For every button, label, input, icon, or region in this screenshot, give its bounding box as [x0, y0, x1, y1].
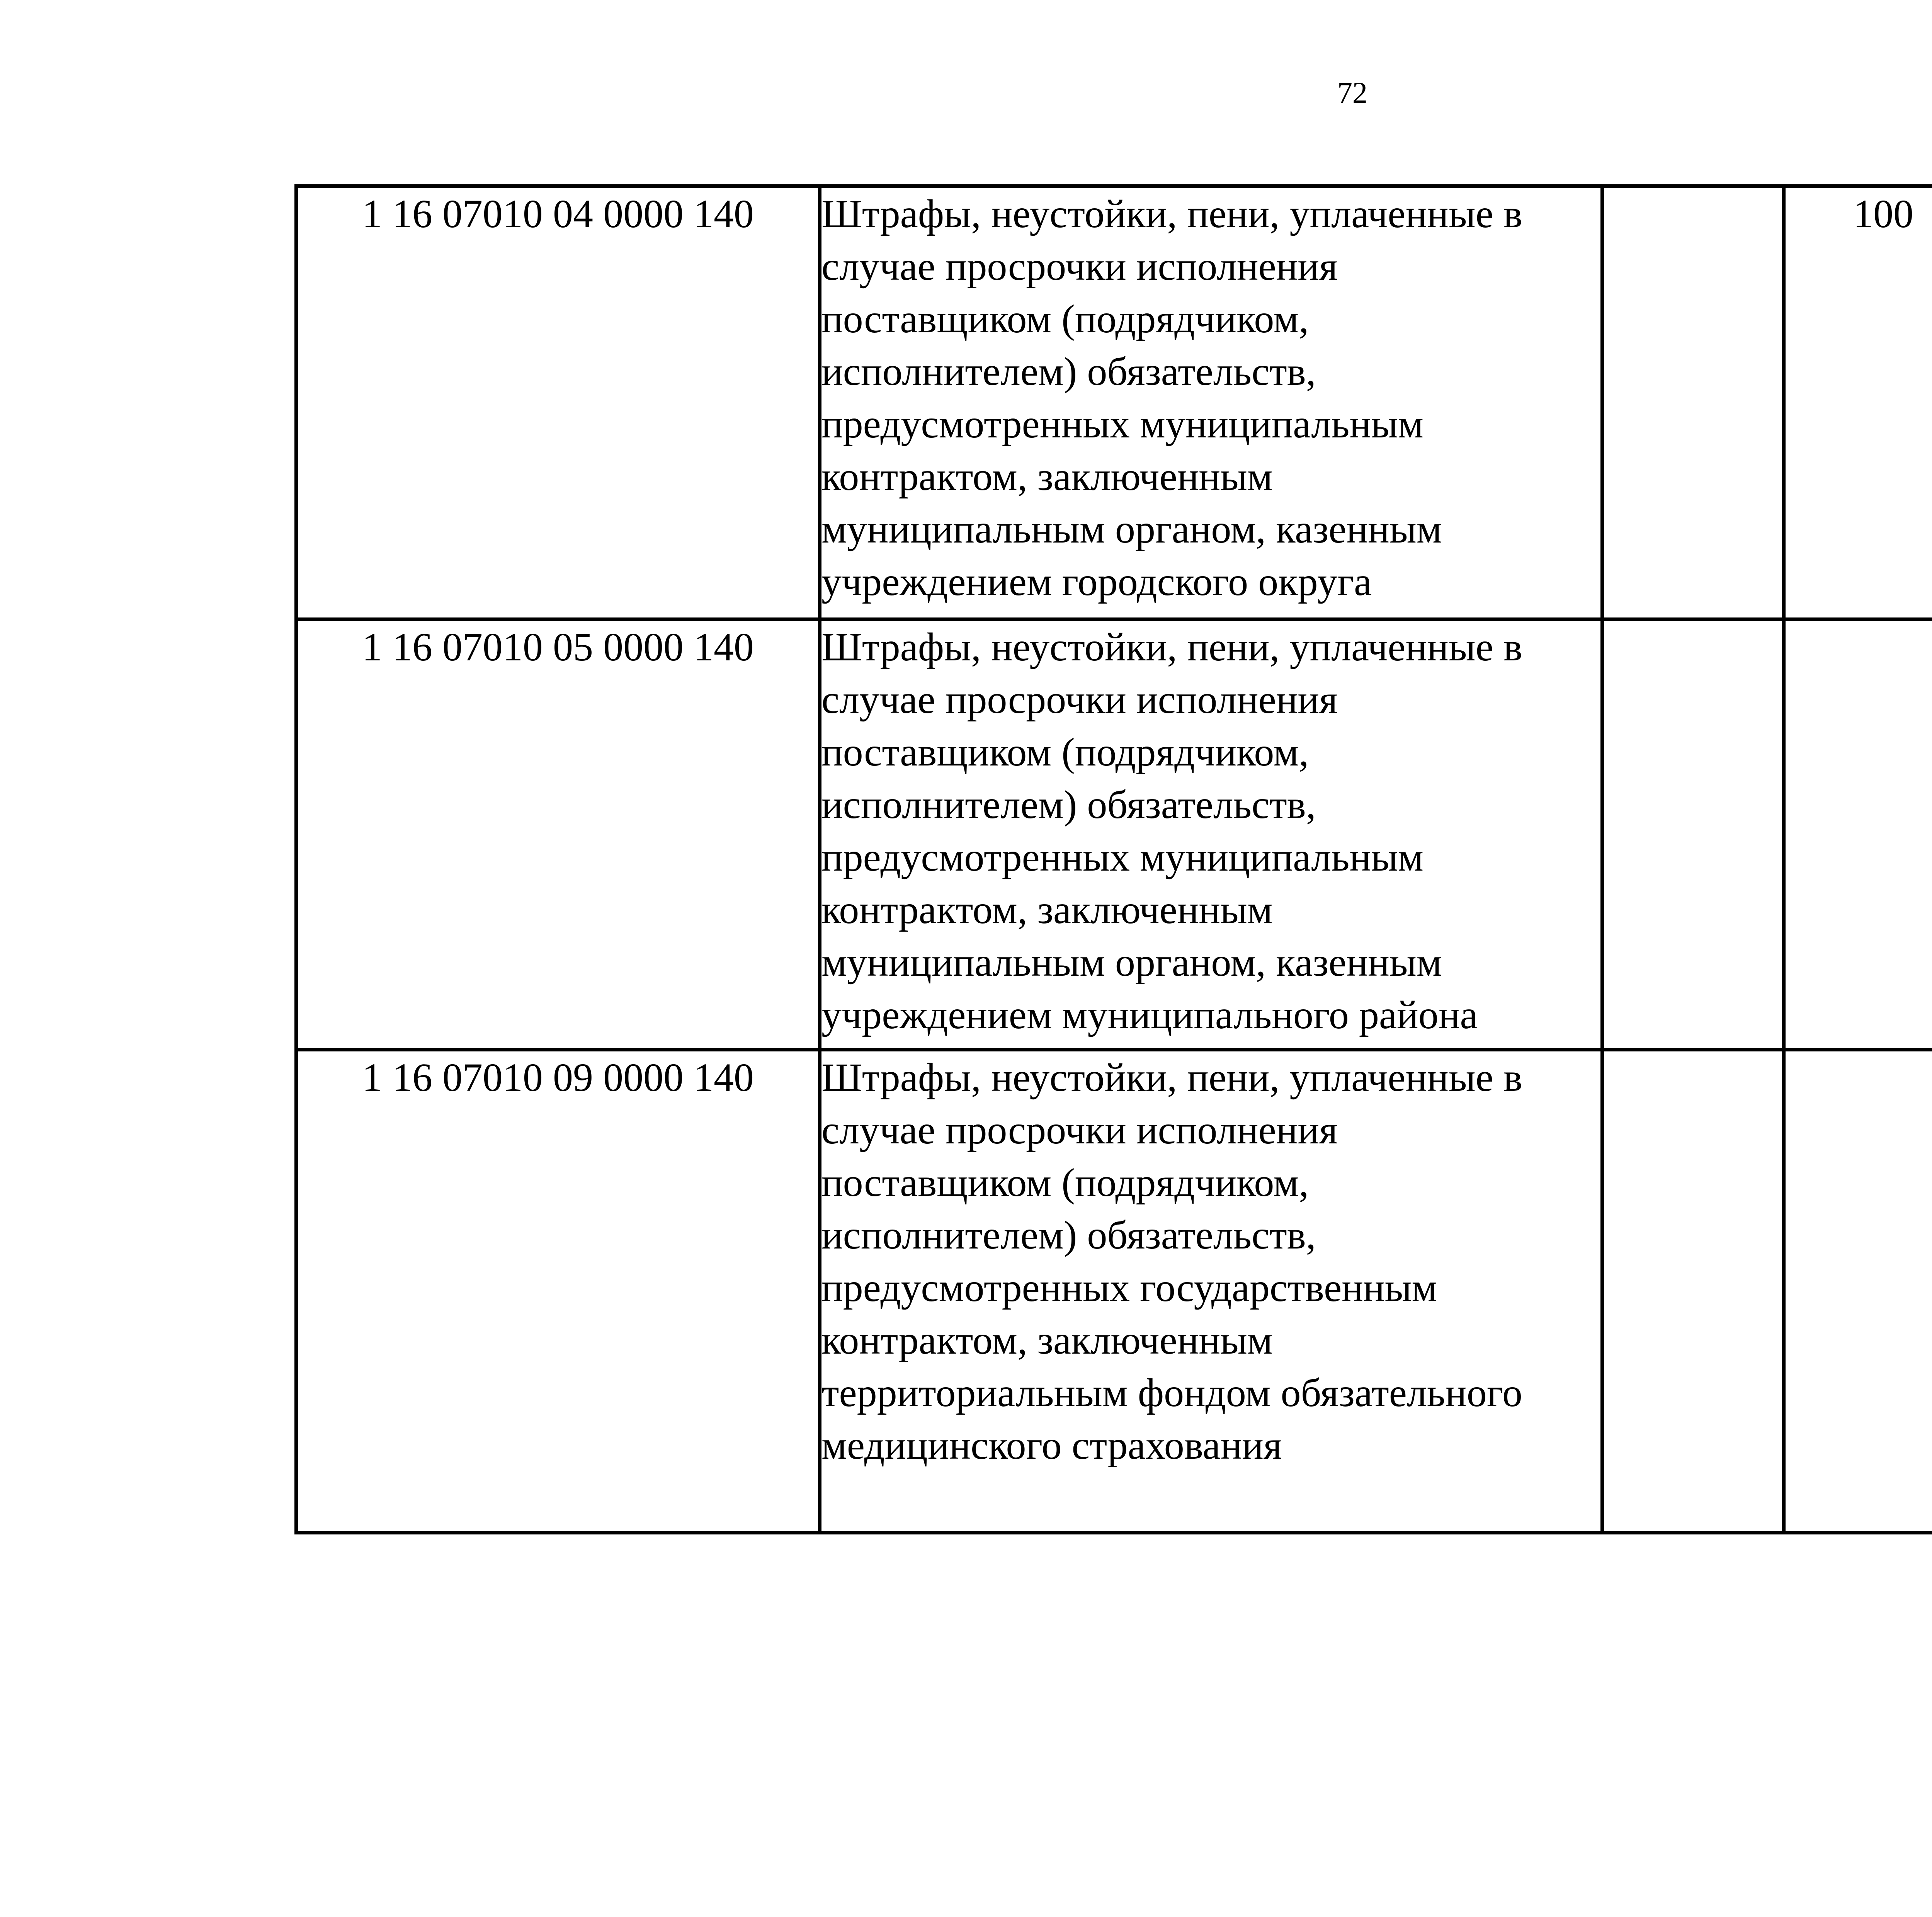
description-line: случае просрочки исполнения — [821, 1108, 1338, 1152]
budget-code-cell: 1 16 07010 09 0000 140 — [296, 1050, 820, 1533]
description-line: поставщиком (подрядчиком, — [821, 1160, 1309, 1205]
description-line: Штрафы, неустойки, пени, уплаченные в — [821, 625, 1522, 669]
value-cell — [1602, 1050, 1784, 1533]
description-line: случае просрочки исполнения — [821, 677, 1338, 722]
description-line: случае просрочки исполнения — [821, 244, 1338, 289]
description-line: контрактом, заключенным — [821, 888, 1273, 932]
description-cell — [820, 186, 1602, 619]
description-line: исполнителем) обязательств, — [821, 1213, 1316, 1257]
description-line: медицинского страхования — [821, 1423, 1282, 1468]
description-line: учреждением городского округа — [821, 560, 1372, 604]
description-cell — [820, 1050, 1602, 1533]
description-line: исполнителем) обязательств, — [821, 349, 1316, 394]
description-line: муниципальным органом, казенным — [821, 940, 1442, 985]
description-line: учреждением муниципального района — [821, 993, 1478, 1037]
description-line: территориальным фондом обязательного — [821, 1371, 1522, 1415]
description-line: Штрафы, неустойки, пени, уплаченные в — [821, 1055, 1522, 1100]
description-line: предусмотренных муниципальным — [821, 402, 1423, 446]
table-row — [296, 619, 1932, 1050]
value-cell: 100 — [1784, 186, 1932, 619]
value-cell — [1602, 619, 1784, 1050]
description-line: поставщиком (подрядчиком, — [821, 297, 1309, 341]
table-row — [296, 186, 1932, 619]
budget-classification-table — [294, 184, 1932, 1534]
description-line: контрактом, заключенным — [821, 454, 1273, 499]
description-line: контрактом, заключенным — [821, 1318, 1273, 1362]
table-row — [296, 1050, 1932, 1533]
value-cell — [1784, 619, 1932, 1050]
description-line: муниципальным органом, казенным — [821, 507, 1442, 551]
value-cell — [1602, 186, 1784, 619]
page-number: 72 — [1337, 76, 1367, 109]
budget-code-cell: 1 16 07010 04 0000 140 — [296, 186, 820, 619]
description-line: предусмотренных муниципальным — [821, 835, 1423, 879]
description-line: Штрафы, неустойки, пени, уплаченные в — [821, 192, 1522, 236]
description-line: поставщиком (подрядчиком, — [821, 730, 1309, 774]
description-cell — [820, 619, 1602, 1050]
value-cell — [1784, 1050, 1932, 1533]
description-line: исполнителем) обязательств, — [821, 782, 1316, 827]
description-line: предусмотренных государственным — [821, 1266, 1437, 1310]
budget-code-cell: 1 16 07010 05 0000 140 — [296, 619, 820, 1050]
